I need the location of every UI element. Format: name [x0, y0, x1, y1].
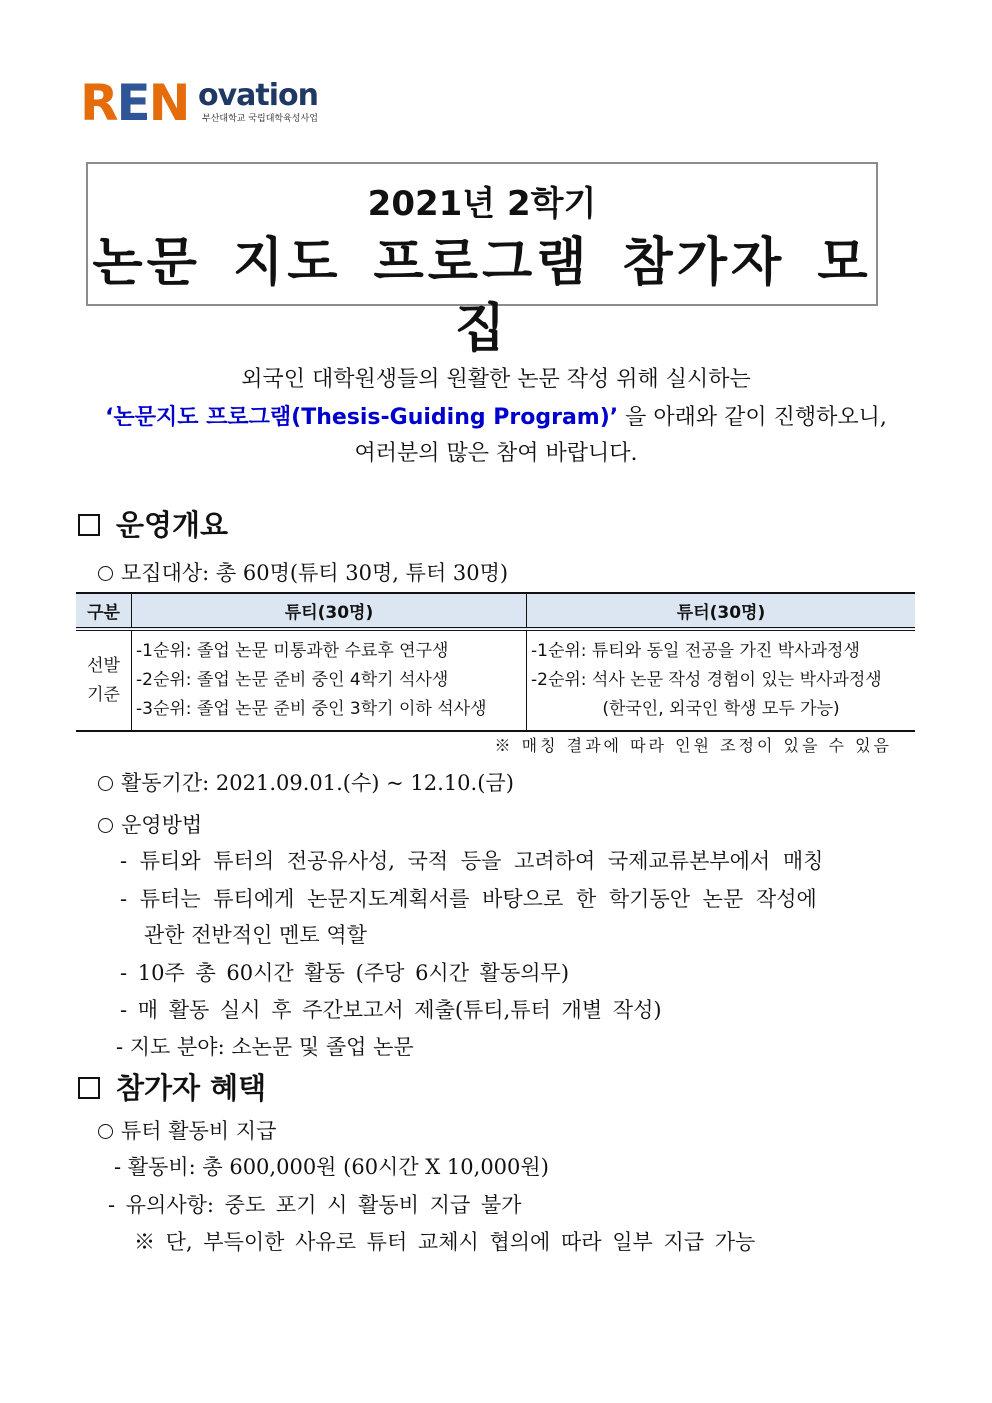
section-heading-benefits: 참가자 혜택	[78, 1068, 266, 1108]
table-header: 튜터(30명)	[527, 593, 916, 629]
checkbox-square-icon	[78, 1077, 100, 1099]
intro-line-2-rest: 을 아래와 같이 진행하오니,	[618, 405, 887, 430]
benefit-subtitle: 튜터 활동비 지급	[98, 1114, 276, 1148]
tutor-criteria: -1순위: 튜티와 동일 전공을 가진 박사과정생 -2순위: 석사 논문 작성 경험이 있는 박사과정생 (한국인, 외국인 학생 모두 가능)	[527, 629, 916, 731]
method-item: - 10주 총 60시간 활동 (주당 6시간 활동의무)	[120, 961, 570, 985]
selection-criteria-table	[76, 592, 915, 732]
table-header: 튜티(30명)	[132, 593, 527, 629]
title-main: 논문 지도 프로그램 참가자 모집	[92, 233, 872, 359]
method-item: - 튜티와 튜터의 전공유사성, 국적 등을 고려하여 국제교류본부에서 매칭	[120, 849, 824, 873]
intro-line-3: 여러분의 많은 참여 바랍니다.	[354, 441, 638, 466]
program-name: ‘논문지도 프로그램(Thesis-Guiding Program)’	[105, 405, 619, 430]
benefit-caution: - 유의사항: 중도 포기 시 활동비 지급 불가	[108, 1193, 522, 1217]
table-row	[76, 629, 915, 731]
checkbox-square-icon	[78, 514, 100, 536]
section-heading-overview: 운영개요	[78, 505, 228, 545]
activity-period: 활동기간: 2021.09.01.(수) ~ 12.10.(금)	[98, 766, 514, 800]
circle-bullet-icon	[98, 776, 113, 791]
circle-bullet-icon	[98, 1124, 113, 1139]
intro-line-2	[0, 400, 992, 436]
benefit-caution-note: ※ 단, 부득이한 사유로 튜터 교체시 협의에 따라 일부 지급 가능	[134, 1230, 756, 1254]
title-box	[86, 162, 878, 359]
method-title: 운영방법	[98, 808, 202, 842]
logo-ren: REN	[80, 74, 189, 132]
method-item: - 지도 분야: 소논문 및 졸업 논문	[116, 1035, 414, 1059]
matching-note: ※ 매칭 결과에 따라 인원 조정이 있을 수 있음	[494, 736, 892, 755]
circle-bullet-icon	[98, 566, 113, 581]
method-item: 관한 전반적인 멘토 역할	[144, 923, 367, 947]
method-item: - 매 활동 실시 후 주간보고서 제출(튜티,튜터 개별 작성)	[120, 998, 662, 1022]
benefit-fee: - 활동비: 총 600,000원 (60시간 X 10,000원)	[114, 1155, 549, 1179]
circle-bullet-icon	[98, 818, 113, 833]
logo-ovation: ovation	[198, 78, 319, 113]
row-label: 선발 기준	[76, 629, 132, 731]
intro-line-1: 외국인 대학원생들의 원활한 논문 작성 위해 실시하는	[241, 367, 751, 392]
recruit-target: 모집대상: 총 60명(튜티 30명, 튜터 30명)	[98, 556, 508, 590]
table-header: 구분	[76, 593, 132, 629]
renovation-logo	[80, 74, 340, 132]
method-item: - 튜터는 튜티에게 논문지도계획서를 바탕으로 한 학기동안 논문 작성에	[120, 887, 817, 911]
title-semester: 2021년 2학기	[367, 184, 597, 224]
table-header-row	[76, 593, 915, 629]
logo-subtitle: 부산대학교 국립대학육성사업	[202, 114, 318, 124]
tutee-criteria: -1순위: 졸업 논문 미통과한 수료후 연구생 -2순위: 졸업 논문 준비 중인 4학기 석사생 -3순위: 졸업 논문 준비 중인 3학기 이하 석사생	[132, 629, 527, 731]
